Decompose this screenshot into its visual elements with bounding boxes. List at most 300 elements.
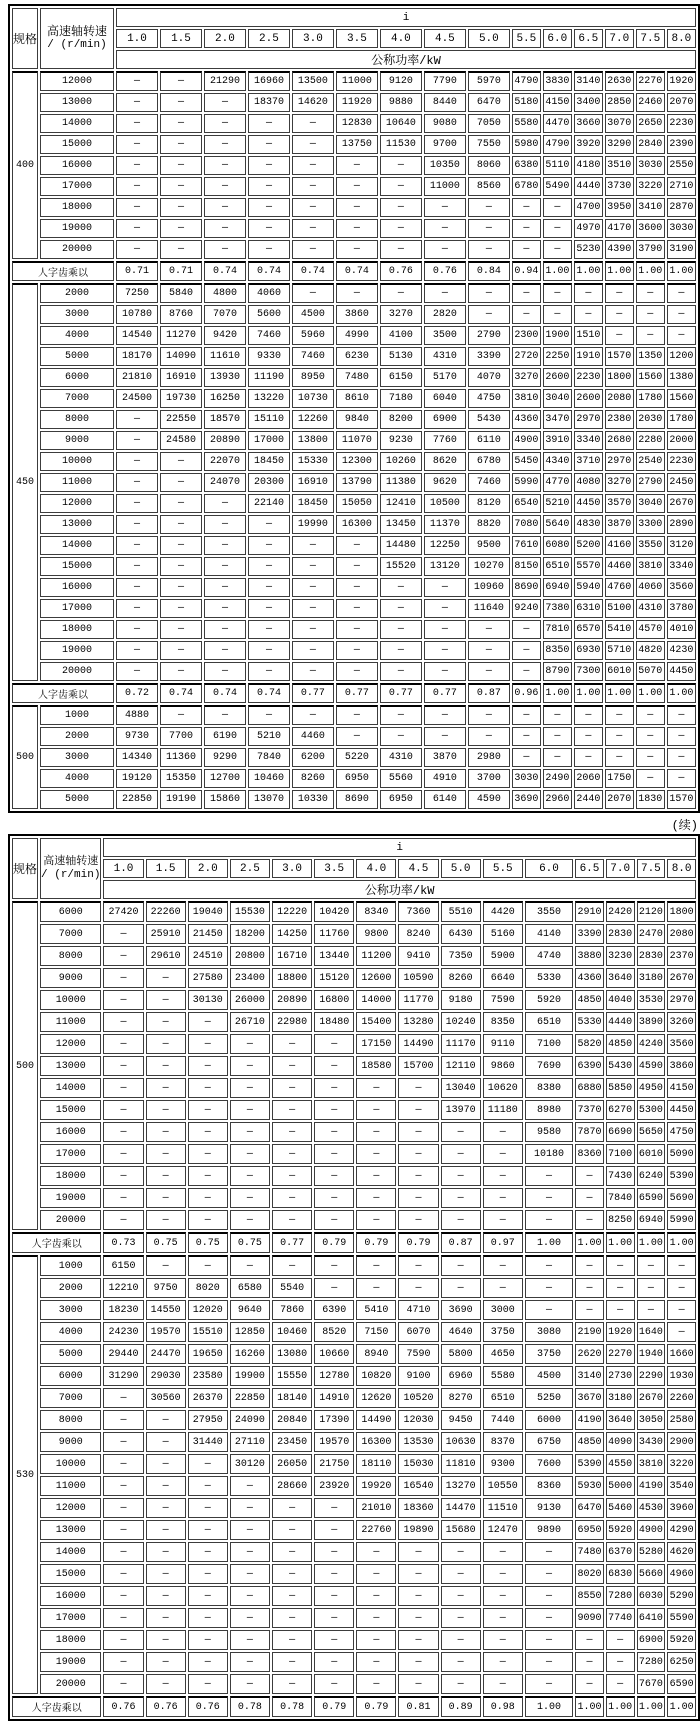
power-value-cell: 15510 [188,1322,228,1342]
dash-cell: — [398,1078,438,1098]
power-value-cell: 18580 [356,1056,396,1076]
speed-cell: 8000 [40,1410,101,1430]
power-value-cell: 2670 [667,494,696,513]
dash-cell: — [292,177,334,196]
dash-cell: — [103,1454,143,1474]
power-value-cell: 12850 [230,1322,270,1342]
power-value-cell: 22550 [160,410,202,429]
speed-header-cell [40,8,114,69]
dash-cell: — [204,93,246,112]
dash-cell: — [398,1210,438,1230]
power-value-cell: 18360 [398,1498,438,1518]
power-value-cell: 1560 [667,389,696,408]
power-value-cell: 10260 [380,452,422,471]
ratio-header-cell: 4.5 [424,29,466,48]
power-value-cell: 13530 [398,1432,438,1452]
power-value-cell: 1910 [574,347,603,366]
power-value-cell: 10820 [356,1366,396,1386]
power-value-cell: 6950 [336,769,378,788]
power-value-cell: 15110 [248,410,290,429]
dash-cell: — [146,1652,186,1672]
power-value-cell: 6950 [575,1520,604,1540]
dash-cell: — [605,305,634,324]
power-value-cell: 7300 [574,662,603,681]
dash-cell: — [483,1188,523,1208]
multiplier-value-cell: 0.79 [356,1696,396,1717]
dash-cell: — [116,410,158,429]
dash-cell: — [483,1564,523,1584]
power-value-cell: 4910 [424,769,466,788]
power-value-cell: 9090 [575,1608,604,1628]
power-value-cell: 1900 [543,326,572,345]
power-value-cell: 16910 [292,473,334,492]
dash-cell: — [380,620,422,639]
power-value-cell: 4790 [512,71,541,91]
power-value-cell: 6110 [468,431,510,450]
power-value-cell: 9410 [398,946,438,966]
power-value-cell: 3810 [512,389,541,408]
dash-cell: — [543,727,572,746]
table-row [12,1300,696,1320]
dash-cell: — [160,662,202,681]
power-value-cell: 2460 [636,93,665,112]
power-value-cell: 8950 [292,368,334,387]
dash-cell: — [160,473,202,492]
speed-cell: 19000 [40,1188,101,1208]
dash-cell: — [314,1078,354,1098]
dash-cell: — [146,1034,186,1054]
power-value-cell: 27110 [230,1432,270,1452]
dash-cell: — [336,156,378,175]
multiplier-value-cell: 0.71 [116,261,158,281]
dash-cell: — [272,1586,312,1606]
power-value-cell: 4310 [424,347,466,366]
dash-cell: — [483,1122,523,1142]
power-value-cell: 6880 [575,1078,604,1098]
power-value-cell: 21810 [116,368,158,387]
power-value-cell: 5460 [606,1498,635,1518]
power-value-cell: 13080 [272,1344,312,1364]
power-value-cell: 4850 [575,990,604,1010]
power-value-cell: 6370 [606,1542,635,1562]
power-value-cell: 27580 [188,968,228,988]
power-value-cell: 3890 [637,1012,666,1032]
dash-cell: — [160,557,202,576]
power-value-cell: 5640 [543,515,572,534]
dash-cell: — [483,1210,523,1230]
dash-cell: — [160,156,202,175]
dash-cell: — [146,1078,186,1098]
power-value-cell: 4760 [605,578,634,597]
ratio-header-cell: 7.5 [637,859,666,878]
table-row [12,1056,696,1076]
power-value-cell: 14340 [116,748,158,767]
power-rating-table-1 [8,4,700,813]
power-value-cell: 2470 [637,924,666,944]
dash-cell: — [116,662,158,681]
power-value-cell: 12300 [336,452,378,471]
dash-cell: — [512,748,541,767]
power-value-cell: 5840 [160,283,202,303]
power-value-cell: 7180 [380,389,422,408]
multiplier-value-cell: 1.00 [667,1232,696,1253]
power-value-cell: 3180 [606,1388,635,1408]
dash-cell: — [525,1166,573,1186]
power-value-cell: 7380 [543,599,572,618]
dash-cell: — [314,1674,354,1694]
power-value-cell: 1780 [636,389,665,408]
dash-cell: — [468,727,510,746]
power-value-cell: 5920 [606,1520,635,1540]
power-value-cell: 14550 [146,1300,186,1320]
multiplier-value-cell: 0.76 [424,261,466,281]
multiplier-row [12,1232,696,1253]
dash-cell: — [160,515,202,534]
speed-header-line2: / (r/min) [47,39,107,51]
speed-cell: 5000 [40,790,114,809]
power-value-cell: 3540 [667,1476,696,1496]
dash-cell: — [146,1410,186,1430]
table-row [12,177,696,196]
power-value-cell: 9130 [525,1498,573,1518]
power-value-cell: 15520 [380,557,422,576]
power-value-cell: 2830 [606,924,635,944]
power-value-cell: 14620 [292,93,334,112]
multiplier-value-cell: 1.00 [637,1232,666,1253]
table-row [12,1255,696,1276]
table-row [12,219,696,238]
dash-cell: — [188,1034,228,1054]
power-value-cell: 12220 [272,901,312,922]
power-value-cell: 12620 [356,1388,396,1408]
power-value-cell: 4470 [543,114,572,133]
dash-cell: — [103,1608,143,1628]
dash-cell: — [146,1476,186,1496]
dash-cell: — [512,240,541,259]
power-value-cell: 7740 [606,1608,635,1628]
power-value-cell: 4710 [398,1300,438,1320]
dash-cell: — [292,599,334,618]
table-row [12,1344,696,1364]
speed-cell: 14000 [40,114,114,133]
dash-cell: — [636,769,665,788]
power-value-cell: 4850 [606,1034,635,1054]
spec-header-cell: 规格 [12,838,38,899]
power-value-cell: 3390 [575,924,604,944]
dash-cell: — [116,557,158,576]
dash-cell: — [248,641,290,660]
power-value-cell: 8250 [606,1210,635,1230]
dash-cell: — [188,1078,228,1098]
speed-cell: 15000 [40,1100,101,1120]
dash-cell: — [424,620,466,639]
dash-cell: — [636,705,665,725]
multiplier-label: 人字齿乘以 [12,1232,101,1253]
power-value-cell: 6310 [574,599,603,618]
dash-cell: — [468,198,510,217]
power-value-cell: 6070 [398,1322,438,1342]
power-value-cell: 6010 [637,1144,666,1164]
power-value-cell: 13450 [380,515,422,534]
power-value-cell: 5560 [380,769,422,788]
power-value-cell: 10550 [483,1476,523,1496]
power-value-cell: 9100 [398,1366,438,1386]
dash-cell: — [314,1100,354,1120]
power-value-cell: 6410 [637,1608,666,1628]
dash-cell: — [146,1100,186,1120]
multiplier-value-cell: 0.77 [424,683,466,703]
speed-cell: 19000 [40,1652,101,1672]
power-value-cell: 3220 [636,177,665,196]
speed-cell: 17000 [40,599,114,618]
dash-cell: — [146,1012,186,1032]
dash-cell: — [248,599,290,618]
dash-cell: — [160,198,202,217]
power-value-cell: 5210 [543,494,572,513]
power-value-cell: 14910 [314,1388,354,1408]
power-value-cell: 11610 [204,347,246,366]
power-value-cell: 9800 [356,924,396,944]
dash-cell: — [248,536,290,555]
dash-cell: — [116,494,158,513]
power-value-cell: 6230 [336,347,378,366]
power-value-cell: 8760 [160,305,202,324]
power-value-cell: 6430 [441,924,481,944]
power-value-cell: 2600 [574,389,603,408]
speed-cell: 16000 [40,1586,101,1606]
dash-cell: — [606,1674,635,1694]
power-value-cell: 3510 [605,156,634,175]
power-value-cell: 2830 [637,946,666,966]
power-value-cell: 6150 [103,1255,143,1276]
power-value-cell: 5970 [468,71,510,91]
dash-cell: — [272,1144,312,1164]
power-value-cell: 3340 [574,431,603,450]
dash-cell: — [667,1255,696,1276]
dash-cell: — [188,1188,228,1208]
spec-group-label: 400 [12,71,38,259]
power-value-cell: 5110 [543,156,572,175]
power-value-cell: 10420 [314,901,354,922]
multiplier-value-cell: 0.96 [512,683,541,703]
ratio-header-cell: 8.0 [667,29,696,48]
power-value-cell: 5650 [637,1122,666,1142]
dash-cell: — [230,1122,270,1142]
power-value-cell: 15680 [441,1520,481,1540]
dash-cell: — [441,1210,481,1230]
dash-cell: — [314,1144,354,1164]
power-value-cell: 4060 [248,283,290,303]
power-value-cell: 10960 [468,578,510,597]
dash-cell: — [204,662,246,681]
power-value-cell: 6640 [483,968,523,988]
power-value-cell: 11190 [248,368,290,387]
dash-cell: — [292,705,334,725]
power-value-cell: 3870 [424,748,466,767]
speed-cell: 13000 [40,93,114,112]
power-value-cell: 6470 [468,93,510,112]
dash-cell: — [103,1498,143,1518]
dash-cell: — [314,1122,354,1142]
multiplier-value-cell: 1.00 [605,261,634,281]
dash-cell: — [248,198,290,217]
dash-cell: — [204,536,246,555]
dash-cell: — [272,1056,312,1076]
power-value-cell: 10180 [525,1144,573,1164]
power-value-cell: 19900 [230,1366,270,1386]
dash-cell: — [272,1542,312,1562]
ratio-header-cell: 2.5 [248,29,290,48]
power-value-cell: 3040 [636,494,665,513]
table-row [12,1586,696,1606]
table-row [12,557,696,576]
power-value-cell: 5690 [667,1188,696,1208]
dash-cell: — [483,1166,523,1186]
dash-cell: — [314,1652,354,1672]
power-value-cell: 6900 [424,410,466,429]
power-value-cell: 7360 [398,901,438,922]
dash-cell: — [292,283,334,303]
power-value-cell: 9450 [441,1410,481,1430]
power-value-cell: 15350 [160,769,202,788]
power-value-cell: 8520 [314,1322,354,1342]
spec-group-label: 500 [12,705,38,809]
speed-cell: 7000 [40,389,114,408]
power-value-cell: 22140 [248,494,290,513]
dash-cell: — [398,1255,438,1276]
dash-cell: — [424,662,466,681]
power-value-cell: 3730 [605,177,634,196]
power-value-cell: 2680 [605,431,634,450]
multiplier-value-cell: 0.72 [116,683,158,703]
power-value-cell: 14250 [272,924,312,944]
speed-cell: 10000 [40,990,101,1010]
dash-cell: — [116,156,158,175]
table-row [12,452,696,471]
power-value-cell: 11370 [424,515,466,534]
power-value-cell: 15530 [230,901,270,922]
dash-cell: — [441,1652,481,1672]
power-value-cell: 7480 [575,1542,604,1562]
speed-cell: 1000 [40,1255,101,1276]
power-value-cell: 6190 [204,727,246,746]
power-value-cell: 11070 [336,431,378,450]
power-value-cell: 14470 [441,1498,481,1518]
power-value-cell: 2870 [667,198,696,217]
speed-header-line1: 高速轴转速 [43,856,99,868]
dash-cell: — [336,662,378,681]
dash-cell: — [314,1034,354,1054]
dash-cell: — [424,578,466,597]
dash-cell: — [356,1674,396,1694]
power-value-cell: 6570 [574,620,603,639]
dash-cell: — [525,1300,573,1320]
speed-cell: 16000 [40,1122,101,1142]
header-row-i [12,838,696,857]
power-value-cell: 7070 [204,305,246,324]
power-value-cell: 8200 [380,410,422,429]
power-value-cell: 2620 [575,1344,604,1364]
power-value-cell: 1640 [637,1322,666,1342]
dash-cell: — [116,177,158,196]
dash-cell: — [575,1630,604,1650]
power-value-cell: 5250 [525,1388,573,1408]
power-value-cell: 4290 [667,1520,696,1540]
power-value-cell: 18170 [116,347,158,366]
power-value-cell: 22260 [146,901,186,922]
power-value-cell: 3530 [637,990,666,1010]
power-value-cell: 4700 [574,198,603,217]
power-value-cell: 1350 [636,347,665,366]
power-value-cell: 3910 [543,431,572,450]
power-value-cell: 9330 [248,347,290,366]
dash-cell: — [248,135,290,154]
dash-cell: — [103,1630,143,1650]
power-value-cell: 8270 [441,1388,481,1408]
power-value-cell: 4390 [605,240,634,259]
power-value-cell: 18480 [314,1012,354,1032]
table-row [12,968,696,988]
dash-cell: — [336,536,378,555]
multiplier-value-cell: 0.77 [380,683,422,703]
dash-cell: — [336,240,378,259]
dash-cell: — [230,1056,270,1076]
power-value-cell: 5570 [574,557,603,576]
power-value-cell: 7790 [424,71,466,91]
power-value-cell: 18110 [356,1454,396,1474]
power-value-cell: 2970 [574,410,603,429]
dash-cell: — [575,1278,604,1298]
power-value-cell: 2840 [636,135,665,154]
power-value-cell: 21010 [356,1498,396,1518]
power-value-cell: 8610 [336,389,378,408]
dash-cell: — [292,240,334,259]
multiplier-value-cell: 1.00 [574,683,603,703]
speed-cell: 18000 [40,1630,101,1650]
multiplier-row [12,261,696,281]
multiplier-value-cell: 0.89 [441,1696,481,1717]
speed-cell: 12000 [40,1034,101,1054]
dash-cell: — [248,219,290,238]
dash-cell: — [272,1608,312,1628]
dash-cell: — [441,1586,481,1606]
power-value-cell: 4900 [637,1520,666,1540]
speed-cell: 14000 [40,536,114,555]
dash-cell: — [336,620,378,639]
dash-cell: — [314,1056,354,1076]
power-value-cell: 5170 [424,368,466,387]
multiplier-value-cell: 0.76 [380,261,422,281]
power-value-cell: 13930 [204,368,246,387]
ratio-header-cell: 4.5 [398,859,438,878]
power-value-cell: 8370 [483,1432,523,1452]
spec-group-label: 500 [12,901,38,1230]
speed-cell: 19000 [40,219,114,238]
power-value-cell: 31290 [103,1366,143,1386]
power-value-cell: 4570 [636,620,665,639]
dash-cell: — [248,557,290,576]
power-unit-label: 公称功率/kW [116,50,696,69]
power-value-cell: 5330 [575,1012,604,1032]
power-value-cell: 5850 [606,1078,635,1098]
power-value-cell: 9890 [525,1520,573,1540]
dash-cell: — [543,198,572,217]
power-value-cell: 5800 [441,1344,481,1364]
dash-cell: — [441,1144,481,1164]
dash-cell: — [103,1012,143,1032]
power-value-cell: 11810 [441,1454,481,1474]
dash-cell: — [248,705,290,725]
